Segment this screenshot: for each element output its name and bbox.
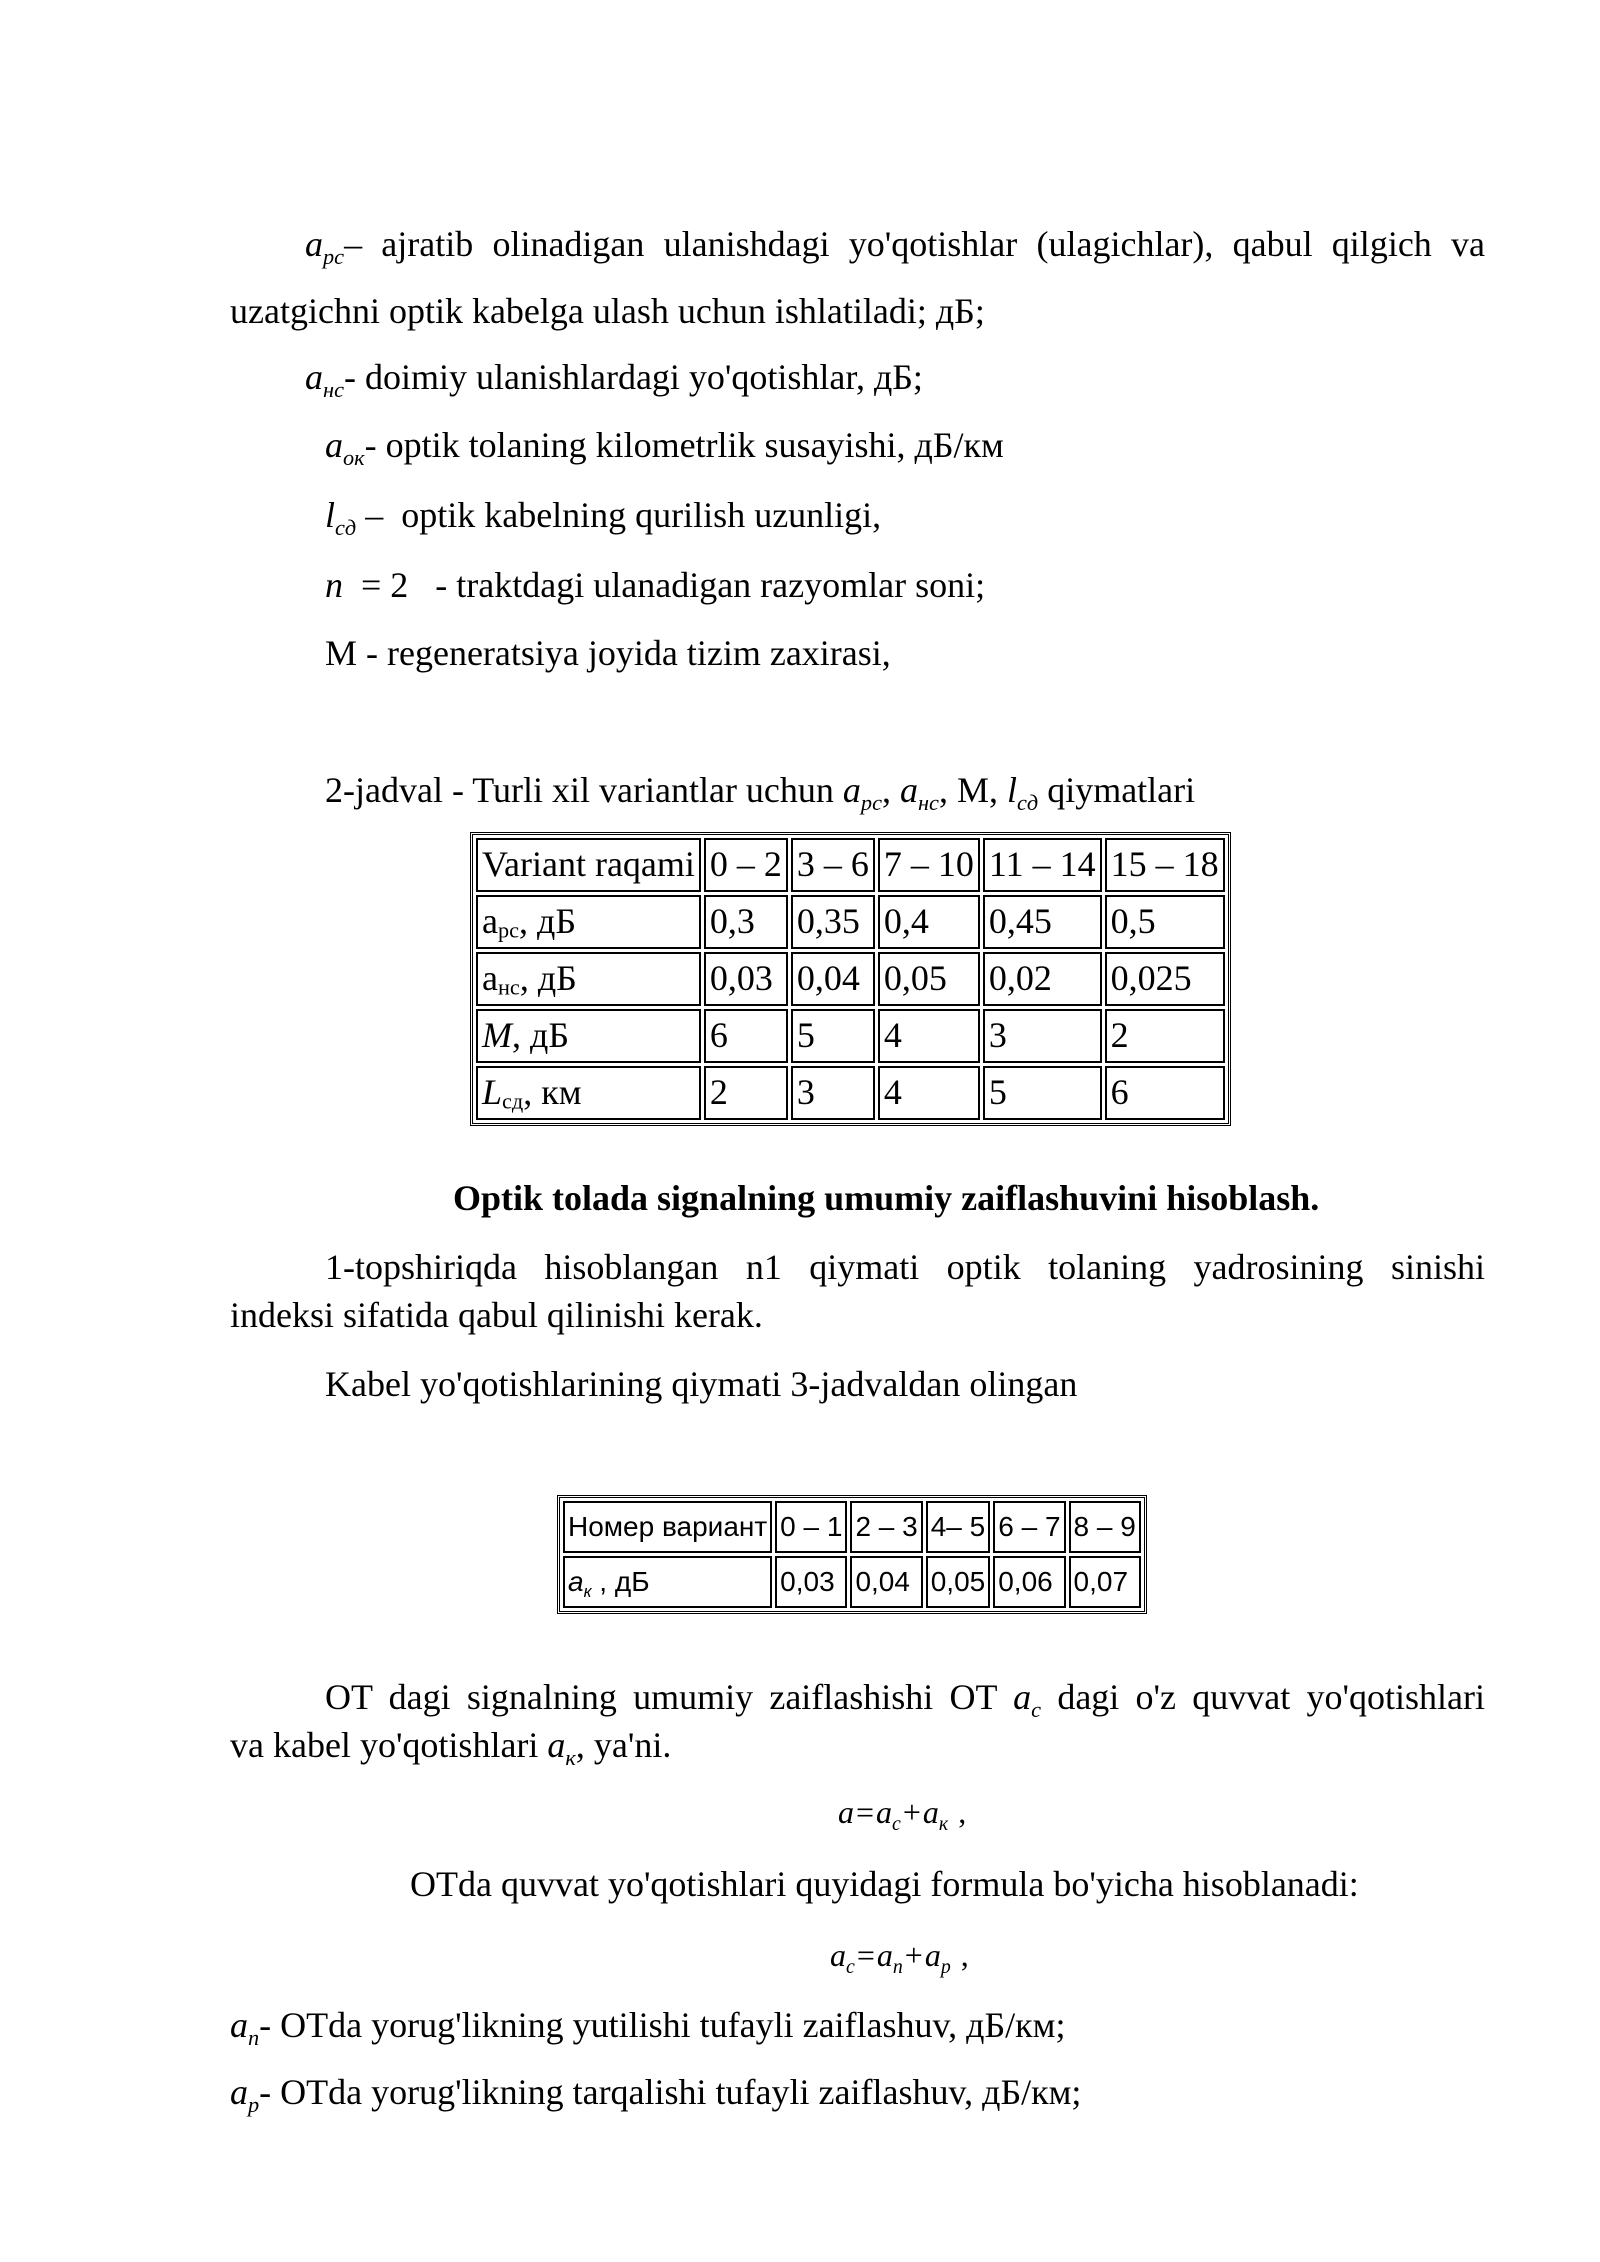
- table-row: [563, 1556, 1141, 1608]
- table-header-cell: 2 – 3: [850, 1501, 922, 1553]
- row-label-a-ns: $a_{нс}$, дБ: [476, 952, 701, 1006]
- para3-line1: OT dagi signalning umumiy zaiflashishi OT $a_с$ dagi o'z quvvat yo'qotishlari: [325, 1677, 1485, 1722]
- para1-line2: indeksi sifatida qabul qilinishi kerak.: [230, 1295, 763, 1335]
- table-cell: 0,05: [926, 1556, 991, 1608]
- cable-loss-table: [557, 1495, 1147, 1614]
- table-header-cell: 0 – 1: [775, 1501, 847, 1553]
- def-a-p: $a_р-$ OTda yorug'likning tarqalishi tufayli zaiflashuv, дБ/км;: [230, 2072, 1082, 2117]
- table-cell: 0,45: [983, 895, 1102, 949]
- table-cell: 6: [704, 1009, 788, 1063]
- table-cell: 0,4: [878, 895, 980, 949]
- para4: OTda quvvat yo'qotishlari quyidagi formula bo'yicha hisoblanadi:: [410, 1864, 1359, 1904]
- table-cell: 5: [983, 1066, 1102, 1120]
- formula-total-attenuation: $a=a_c+a_к$ ,: [838, 1794, 967, 1835]
- table-header-cell: 11 – 14: [983, 838, 1102, 892]
- row-label-a-rs: $a_{рс}$, дБ: [476, 895, 701, 949]
- table-cell: 2: [704, 1066, 788, 1120]
- table2-caption: 2-jadval - Turli xil variantlar uchun $a_{рс}$, $a_{нс}$, М, $l_{сд}$ qiymatlari: [325, 770, 1196, 815]
- table-cell: 4: [878, 1009, 980, 1063]
- table-cell: 2: [1105, 1009, 1225, 1063]
- formula-fiber-loss: $a_c=a_п+a_p$ ,: [830, 1937, 969, 1978]
- table-cell: 6: [1105, 1066, 1225, 1120]
- symbol-a-ok: $a_{ок}$: [325, 425, 365, 470]
- table-header-cell: 15 – 18: [1105, 838, 1225, 892]
- def-n: n = 2 - traktdagi ulanadigan razyomlar soni;: [325, 565, 986, 605]
- para2: Kabel yo'qotishlarining qiymati 3-jadvaldan olingan: [325, 1364, 1078, 1404]
- table-cell: 3: [791, 1066, 875, 1120]
- symbol-a-p: $a_р$: [230, 2072, 260, 2117]
- para1-line1: 1-topshiriqda hisoblangan n1 qiymati optik tolaning yadrosining sinishi: [325, 1247, 1485, 1287]
- symbol-n: n: [325, 565, 343, 605]
- table-row: [476, 895, 1225, 949]
- table-header-row: [476, 838, 1225, 892]
- def-a-rs-line1: $a_{рс}-$ ajratib olinadigan ulanishdagi yo'qotishlar (ulagichlar), qabul qilgich va: [305, 224, 1485, 269]
- symbol-a-rs: $a_{рс}$: [842, 770, 882, 815]
- table-cell: 0,35: [791, 895, 875, 949]
- table-row: [476, 1066, 1225, 1120]
- symbol-a-k: $a_к$: [547, 1725, 576, 1770]
- def-m: M - regeneratsiya joyida tizim zaxirasi,: [325, 633, 891, 673]
- table-header-cell: Номер вариант: [563, 1501, 772, 1553]
- table-cell: 0,03: [704, 952, 788, 1006]
- def-a-ns: $a_{нс}-$ doimiy ulanishlardagi yo'qotishlar, дБ;: [305, 357, 923, 402]
- symbol-l-sd: $l_{сд}$: [1006, 770, 1039, 815]
- table-header-cell: 6 – 7: [993, 1501, 1065, 1553]
- table-header-cell: 7 – 10: [878, 838, 980, 892]
- table-header-cell: 3 – 6: [791, 838, 875, 892]
- def-a-rs-line2: uzatgichni optik kabelga ulash uchun ishlatiladi; дБ;: [230, 291, 985, 331]
- table-row: [476, 1009, 1225, 1063]
- symbol-a-rs: $a_{рс}$: [305, 224, 345, 269]
- symbol-a-c: $a_с$: [1013, 1677, 1042, 1722]
- def-a-ok: $a_{ок}-$ optik tolaning kilometrlik susayishi, дБ/км: [325, 425, 1004, 470]
- section-heading: Optik tolada signalning umumiy zaiflashuvini hisoblash.: [453, 1178, 1320, 1218]
- symbol-a-ns: $a_{нс}$: [305, 357, 344, 402]
- variant-table: [470, 832, 1231, 1126]
- table-cell: 0,05: [878, 952, 980, 1006]
- table-cell: 0,06: [993, 1556, 1065, 1608]
- table-cell: 0,02: [983, 952, 1102, 1006]
- def-a-n: $a_п-$ OTda yorug'likning yutilishi tufayli zaiflashuv, дБ/км;: [230, 2005, 1066, 2050]
- table-header-cell: 8 – 9: [1069, 1501, 1141, 1553]
- table-header-cell: 0 – 2: [704, 838, 788, 892]
- table-row: [476, 952, 1225, 1006]
- table-cell: 0,04: [850, 1556, 922, 1608]
- table-cell: 0,04: [791, 952, 875, 1006]
- table-cell: 0,03: [775, 1556, 847, 1608]
- table-cell: 0,07: [1069, 1556, 1141, 1608]
- table-cell: 0,5: [1105, 895, 1225, 949]
- symbol-a-n: $a_п$: [230, 2005, 260, 2050]
- para3-line2: va kabel yo'qotishlari $a_к$, ya'ni.: [230, 1725, 672, 1770]
- row-label-l-sd: $L_{сд}$, км: [476, 1066, 701, 1120]
- table-header-row: [563, 1501, 1141, 1553]
- symbol-a-ns: $a_{нс}$: [899, 770, 939, 815]
- row-label-m: M, дБ: [476, 1009, 701, 1063]
- table-header-cell: 4– 5: [926, 1501, 991, 1553]
- table-cell: 3: [983, 1009, 1102, 1063]
- table-cell: 5: [791, 1009, 875, 1063]
- symbol-l-sd: $l_{сд}$: [325, 495, 357, 540]
- table-header-cell: Variant raqami: [476, 838, 701, 892]
- def-l-sd: $l_{сд}$ – optik kabelning qurilish uzunligi,: [325, 495, 882, 540]
- table-cell: 4: [878, 1066, 980, 1120]
- table-cell: 0,3: [704, 895, 788, 949]
- row-label-a-k: $a_к$ , дБ: [563, 1556, 772, 1608]
- table-cell: 0,025: [1105, 952, 1225, 1006]
